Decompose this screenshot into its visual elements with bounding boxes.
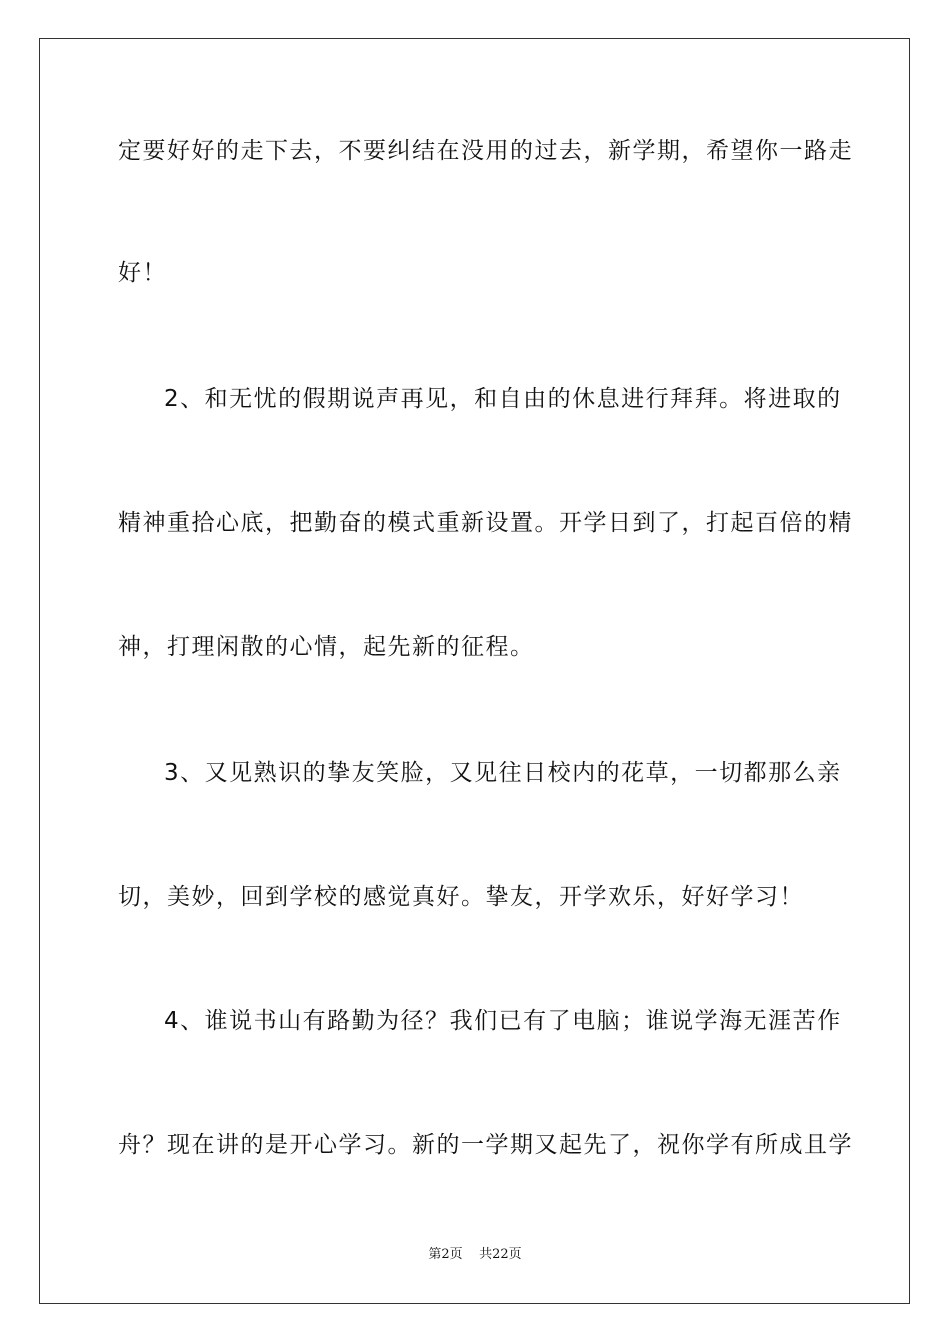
paragraph-4-line-2: 舟？现在讲的是开心学习。新的一学期又起先了，祝你学有所成且学 bbox=[118, 1132, 853, 1158]
paragraph-2-line-3: 神，打理闲散的心情，起先新的征程。 bbox=[118, 634, 535, 660]
paragraph-3-line-2: 切，美妙，回到学校的感觉真好。挚友，开学欢乐，好好学习！ bbox=[118, 884, 804, 910]
page-number: 第2页 bbox=[428, 1247, 463, 1262]
text-line-1: 定要好好的走下去，不要纠结在没用的过去，新学期，希望你一路走 bbox=[118, 138, 853, 164]
paragraph-2-line-1: 2、和无忧的假期说声再见，和自由的休息进行拜拜。将进取的 bbox=[164, 386, 842, 412]
paragraph-2-line-2: 精神重拾心底，把勤奋的模式重新设置。开学日到了，打起百倍的精 bbox=[118, 510, 853, 536]
page-footer bbox=[0, 1246, 950, 1264]
page-total: 共22页 bbox=[479, 1247, 522, 1262]
text-line-2: 好！ bbox=[118, 260, 167, 286]
page-border bbox=[39, 38, 910, 1304]
paragraph-3-line-1: 3、又见熟识的挚友笑脸，又见往日校内的花草，一切都那么亲 bbox=[164, 760, 842, 786]
paragraph-4-line-1: 4、谁说书山有路勤为径？我们已有了电脑；谁说学海无涯苦作 bbox=[164, 1008, 842, 1034]
